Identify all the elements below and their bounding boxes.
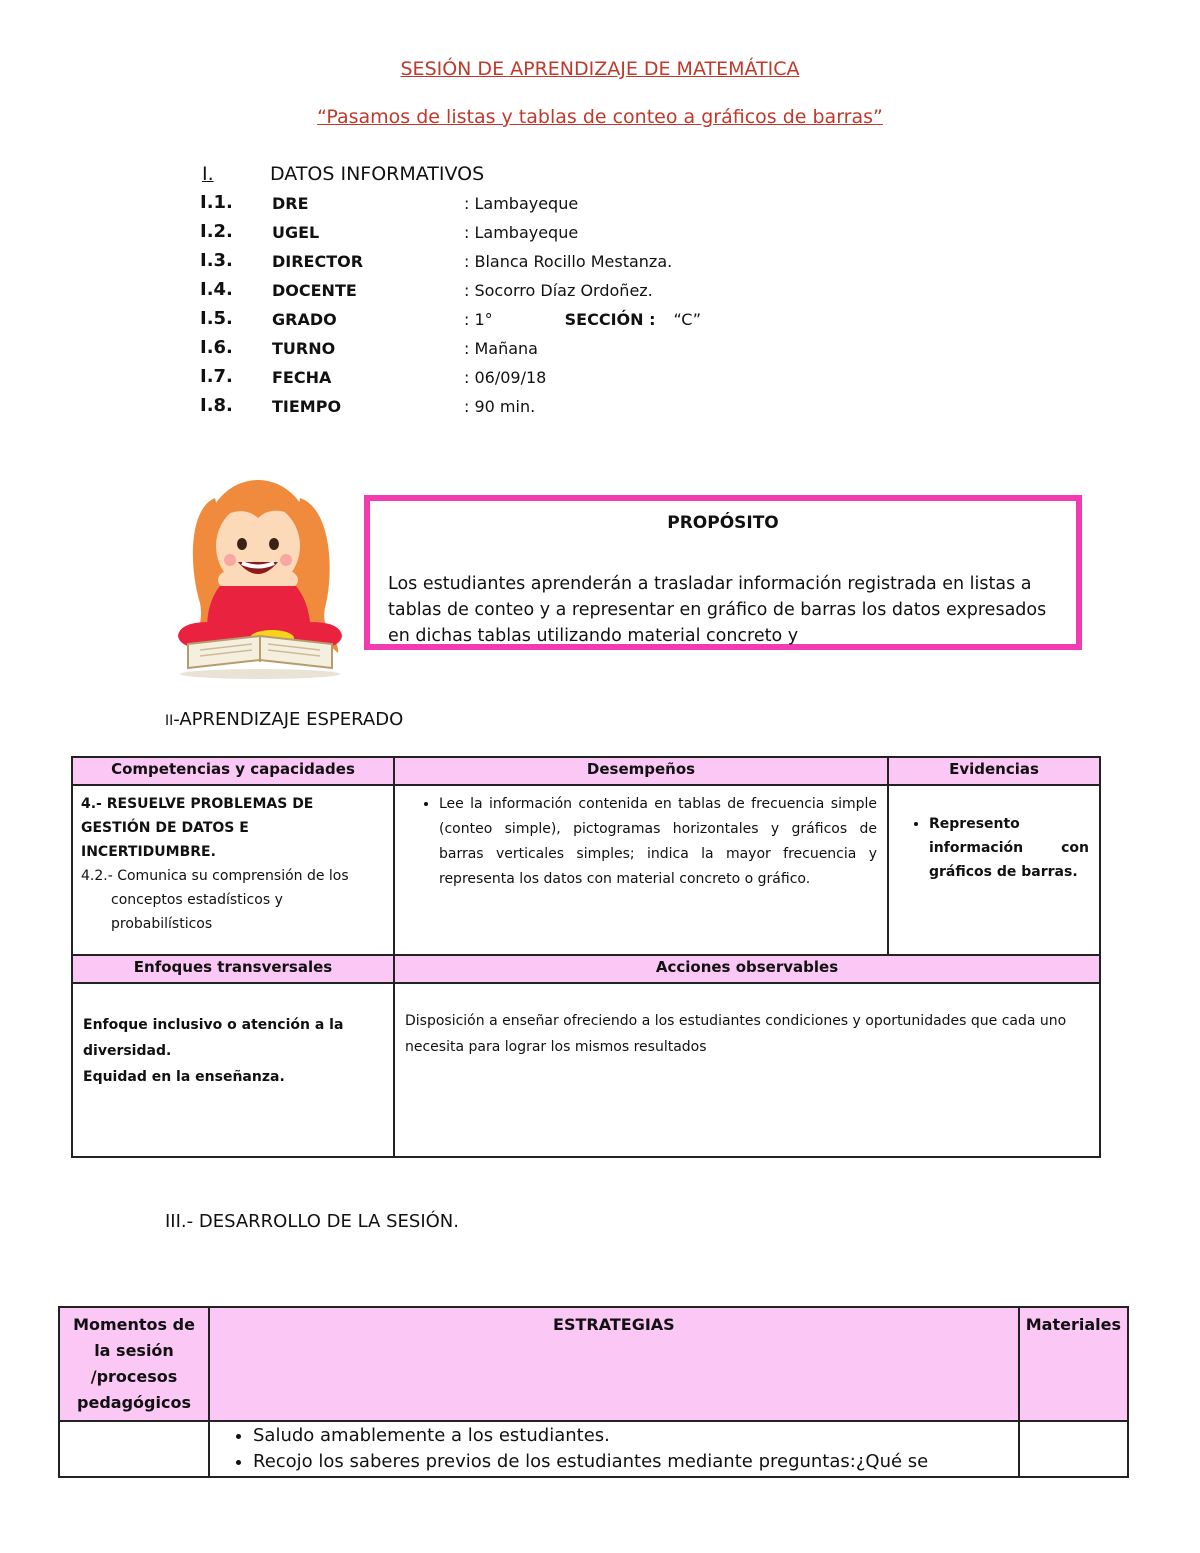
section-number: I. bbox=[202, 163, 214, 185]
seccion-label: SECCIÓN : bbox=[564, 310, 656, 329]
momento-cell bbox=[59, 1421, 209, 1477]
section-desarrollo: III.- DESARROLLO DE LA SESIÓN. bbox=[165, 1211, 459, 1232]
section2-title: -APRENDIZAJE ESPERADO bbox=[173, 709, 404, 730]
desempeno-cell bbox=[394, 785, 888, 955]
section2-prefix: II bbox=[165, 713, 174, 729]
materiales-cell bbox=[1019, 1421, 1128, 1477]
info-key: TIEMPO bbox=[272, 397, 342, 416]
seccion-value: “C” bbox=[673, 310, 701, 329]
info-num: I.6. bbox=[200, 337, 233, 358]
purpose-text: Los estudiantes aprenderán a trasladar información registrada en listas a tablas de conteo y a representar en gráfico de barras los datos expresados en dichas tablas utilizando material concreto y bbox=[388, 574, 1047, 646]
header-evidencias: Evidencias bbox=[888, 757, 1100, 785]
info-key: GRADO bbox=[272, 310, 337, 329]
info-num: I.5. bbox=[200, 308, 233, 329]
learning-table bbox=[71, 756, 1101, 1158]
strategy-item: • Recojo los saberes previos de los estudiantes mediante preguntas:¿Qué se bbox=[253, 1449, 1017, 1475]
purpose-title: PROPÓSITO bbox=[667, 513, 779, 533]
header-estrategias: ESTRATEGIAS bbox=[209, 1307, 1019, 1421]
table-row bbox=[72, 785, 1100, 955]
header-enfoques: Enfoques transversales bbox=[72, 955, 394, 983]
acciones-cell: Disposición a enseñar ofreciendo a los estudiantes condiciones y oportunidades que cada uno necesita para lograr los mismos resultados bbox=[394, 983, 1100, 1157]
header-momentos: Momentos de la sesión /procesos pedagógicos bbox=[59, 1307, 209, 1421]
competencia-text: 4.- RESUELVE PROBLEMAS DE GESTIÓN DE DATOS E INCERTIDUMBRE. bbox=[81, 796, 314, 860]
strategy-item: • Saludo amablemente a los estudiantes. bbox=[253, 1423, 1017, 1449]
table-header-row bbox=[72, 757, 1100, 785]
purpose-box bbox=[364, 495, 1082, 650]
info-value: : Mañana bbox=[464, 339, 538, 358]
header-desempenos: Desempeños bbox=[394, 757, 888, 785]
equidad-text: Equidad en la enseñanza. bbox=[83, 1069, 285, 1085]
info-value: : Lambayeque bbox=[464, 194, 579, 213]
info-key: DOCENTE bbox=[272, 281, 357, 300]
evidencia-cell bbox=[888, 785, 1100, 955]
desempeno-text: • Lee la información contenida en tablas de frecuencia simple (conteo simple), pictogramas horizontales y gráficos de barras verticales simples; indica la mayor frecuencia y representa los datos con material concreto o gráfico. bbox=[439, 792, 877, 892]
info-key: DIRECTOR bbox=[272, 252, 364, 271]
info-num: I.8. bbox=[200, 395, 233, 416]
section-aprendizaje-esperado bbox=[165, 709, 403, 730]
enfoque-cell bbox=[72, 983, 394, 1157]
session-subtitle: “Pasamos de listas y tablas de conteo a gráficos de barras” bbox=[317, 106, 883, 128]
table-row bbox=[72, 983, 1100, 1157]
strategies-cell bbox=[209, 1421, 1019, 1477]
info-value-grado bbox=[464, 310, 701, 329]
info-num: I.7. bbox=[200, 366, 233, 387]
table-header-row bbox=[59, 1307, 1128, 1421]
evidencia-text: • Represento información con gráficos de barras. bbox=[929, 812, 1089, 884]
info-value: : Socorro Díaz Ordoñez. bbox=[464, 281, 653, 300]
info-value: : Lambayeque bbox=[464, 223, 579, 242]
info-value: : 90 min. bbox=[464, 397, 536, 416]
section-datos-informativos bbox=[202, 163, 484, 185]
info-num: I.1. bbox=[200, 192, 233, 213]
info-num: I.2. bbox=[200, 221, 233, 242]
info-key: UGEL bbox=[272, 223, 320, 242]
enfoque-text: Enfoque inclusivo o atención a la diversidad. bbox=[83, 1017, 344, 1059]
header-acciones: Acciones observables bbox=[394, 955, 1100, 983]
info-num: I.4. bbox=[200, 279, 233, 300]
info-value: : 06/09/18 bbox=[464, 368, 547, 387]
grado-value: : 1° bbox=[464, 310, 493, 329]
table-row bbox=[59, 1421, 1128, 1477]
section-title: DATOS INFORMATIVOS bbox=[270, 163, 485, 185]
info-key: DRE bbox=[272, 194, 309, 213]
header-materiales: Materiales bbox=[1019, 1307, 1128, 1421]
document-title: SESIÓN DE APRENDIZAJE DE MATEMÁTICA bbox=[400, 58, 800, 80]
info-key: FECHA bbox=[272, 368, 332, 387]
capacidad-text: 4.2.- Comunica su comprensión de los conceptos estadísticos y probabilísticos bbox=[81, 868, 349, 932]
info-num: I.3. bbox=[200, 250, 233, 271]
header-competencias: Competencias y capacidades bbox=[72, 757, 394, 785]
info-value: : Blanca Rocillo Mestanza. bbox=[464, 252, 673, 271]
info-key: TURNO bbox=[272, 339, 336, 358]
table-header-row bbox=[72, 955, 1100, 983]
competencia-cell bbox=[72, 785, 394, 955]
strategies-table bbox=[58, 1306, 1129, 1478]
girl-reading-book-icon bbox=[160, 468, 360, 680]
